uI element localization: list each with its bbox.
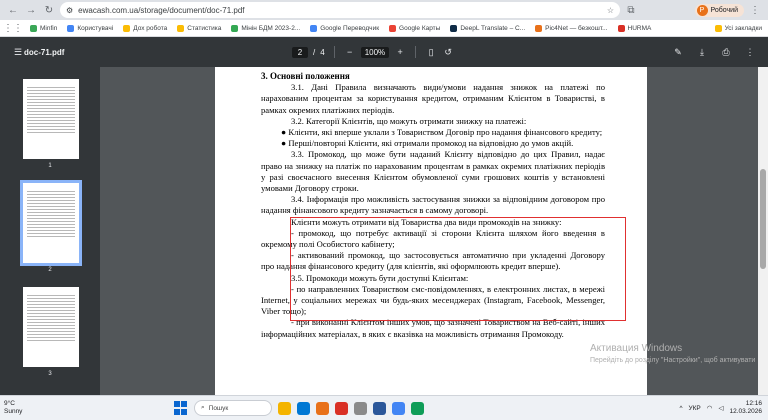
profile-button[interactable] [695,4,744,17]
taskbar-search[interactable] [194,400,272,416]
chrome-icon[interactable] [392,402,405,415]
opera-icon[interactable] [335,402,348,415]
hurma-icon [618,25,625,32]
star-icon[interactable]: ☆ [606,5,614,15]
paragraph: Клієнти можуть отримати від Товариства два види промокодів на знижку: [291,216,562,227]
thumbnail-label: 1 [48,163,52,169]
paragraph: 3.5. Промокоди можуть бути доступні Клієнтам: [291,272,469,283]
zoom-in-icon[interactable]: + [397,47,403,57]
bookmark-users[interactable]: Користувачі [67,25,113,32]
paragraph: - активований промокод, що застосовується автоматично при укладенні Договору про надання фінансового кредиту (для клієнтів, які оформлюють кредит вперше). [261,250,605,272]
page-separator: / [313,47,316,57]
thumbnail-sidebar [0,67,100,395]
temperature: 9°C [4,400,15,407]
wifi-icon[interactable]: ◠ [706,405,713,412]
more-icon[interactable]: ⋮ [745,46,755,57]
paragraph: ● Перші/повторні Клієнти, які отримали промокод на відповідно до умов акцій. [281,138,574,149]
annotate-icon[interactable]: ✎ [674,46,682,57]
language-indicator[interactable]: УКР [688,404,701,412]
clock[interactable] [729,400,762,416]
file-explorer-icon[interactable] [278,402,291,415]
edge-icon[interactable] [297,402,310,415]
browser-address-bar [0,0,768,20]
file-name: doc-71.pdf [24,47,65,57]
thumbnail-label: 3 [48,371,52,377]
avatar: Р [697,5,708,16]
pdf-toolbar [0,37,768,67]
rotate-icon[interactable]: ↺ [444,46,452,57]
total-pages: 4 [320,47,325,57]
weather-widget[interactable] [0,400,90,416]
apps-icon[interactable]: ⋮⋮ [3,22,23,34]
folder-icon [715,25,722,32]
excel-icon[interactable] [411,402,424,415]
url-input[interactable] [60,2,620,18]
bookmark-work[interactable]: Дох робота [123,25,167,32]
forward-icon[interactable]: → [26,4,36,16]
divider [415,46,416,58]
bookmark-translate[interactable]: Google Переводчик [310,25,379,32]
paragraph: - при виконанні Клієнтом інших умов, що зазначені Товариством на Веб-сайті, інших інформаційних матеріалах, в яких є вказівка на можливість отримання Промокоду. [261,317,605,339]
reload-icon[interactable]: ↻ [44,4,54,16]
paragraph: 3.4. Інформація про можливість застосування знижки за відповідним договором про надання фінансового кредиту зазначається в самому договорі. [261,194,605,216]
page-controls [292,46,454,58]
search-icon: ⌕ [201,404,205,411]
volume-icon[interactable]: ◁ [718,405,724,412]
bookmark-hurma[interactable]: HURMA [618,25,652,32]
fit-page-icon[interactable]: ▯ [428,46,434,57]
extensions-icon[interactable]: ⧉ [627,4,635,16]
thumbnail-page-1[interactable] [23,79,79,159]
bookmark-icon [30,25,37,32]
bookmarks-bar [0,20,768,37]
word-icon[interactable] [373,402,386,415]
paragraph: - по направленних Товариством смс-повідомленнях, в електронних листах, в мережі Internet, у соціальних мережах чи будь-яких месенджерах (Instagram, Facebook, Messenger, Viber тощо); [261,283,605,317]
bookmark-icon [67,25,74,32]
divider [334,46,335,58]
pdf-actions [672,47,756,58]
activation-watermark-hint: Перейдіть до розділу "Настройки", щоб активувати [590,357,756,364]
firefox-icon[interactable] [316,402,329,415]
site-info-icon[interactable]: ⚙ [66,5,74,15]
scrollbar-thumb[interactable] [760,169,766,269]
thumbnail-page-2[interactable] [23,183,79,263]
translate-icon [310,25,317,32]
scrollbar[interactable] [758,67,768,395]
bookmark-deepl[interactable]: DeepL Translate – C... [450,25,525,32]
windows-start-icon[interactable] [174,401,188,415]
zoom-out-icon[interactable]: − [347,47,353,57]
bookmark-stats[interactable]: Статистика [177,25,221,32]
bookmark-minfin[interactable]: Minfin [30,25,57,32]
all-bookmarks[interactable]: Усі закладки [715,25,762,32]
page-number-input[interactable]: 2 [292,47,308,58]
folder-icon [123,25,130,32]
paragraph: 3.3. Промокод, що може бути наданий Клієнту відповідно до цих Правил, надає право на знижку на платіж по нарахованим процентам в рамках окремих платіжних періодів у разі своєчасного внесення Клієнтом обумовленої суми грошових коштів у встановлені умовами Договору строки. [261,149,605,194]
chevron-up-icon[interactable]: ^ [679,404,683,412]
zoom-input[interactable]: 100% [361,47,389,58]
search-label: Пошук [208,404,229,412]
deepl-icon [450,25,457,32]
bookmark-maps[interactable]: Google Карты [389,25,440,32]
sidebar-toggle-icon[interactable]: ☰ [13,46,23,57]
bookmark-minin[interactable]: Мінін БДМ 2023-2... [231,25,300,32]
highlight-box [290,217,626,321]
paragraph: 3.2. Категорії Клієнтів, що можуть отримати знижку на платежі: [291,115,527,126]
section-heading: 3. Основні положення [261,71,350,81]
weather-condition: Sunny [4,408,23,415]
download-icon[interactable]: ⤓ [700,46,704,57]
print-icon[interactable]: ⎙ [722,46,730,57]
windows-taskbar [0,395,768,420]
menu-icon[interactable]: ⋮ [750,4,760,16]
time: 12:16 [745,400,762,407]
back-icon[interactable]: ← [8,4,18,16]
sheets-icon [231,25,238,32]
maps-icon [389,25,396,32]
system-tray [679,400,768,416]
thumbnail-label: 2 [48,267,52,273]
pic4net-icon [535,25,542,32]
thumbnail-page-3[interactable] [23,287,79,367]
paragraph: ● Клієнти, які вперше уклали з Товариством Договір про надання фінансового кредиту; [281,127,603,138]
paragraph: - промокод, що потребує активації зі сторони Клієнта шляхом його введення в окремому полі Особистого кабінету; [261,227,605,250]
date: 12.03.2026 [729,408,762,415]
folder-icon [177,25,184,32]
url-text: ewacash.com.ua/storage/document/doc-71.pdf [78,5,245,15]
mail-icon[interactable] [354,402,367,415]
bookmark-pic4net[interactable]: Pic4Net — безкошт... [535,25,607,32]
profile-label: Робочий [710,6,738,14]
activation-watermark: Активация Windows [590,343,683,354]
paragraph: 3.1. Дані Правила визначають види/умови надання знижок на платежі по нарахованим процентам за користування кредитом, отриманим Клієнтом в Товаристві, в рамках окремих платіжних періодів. [261,82,605,115]
